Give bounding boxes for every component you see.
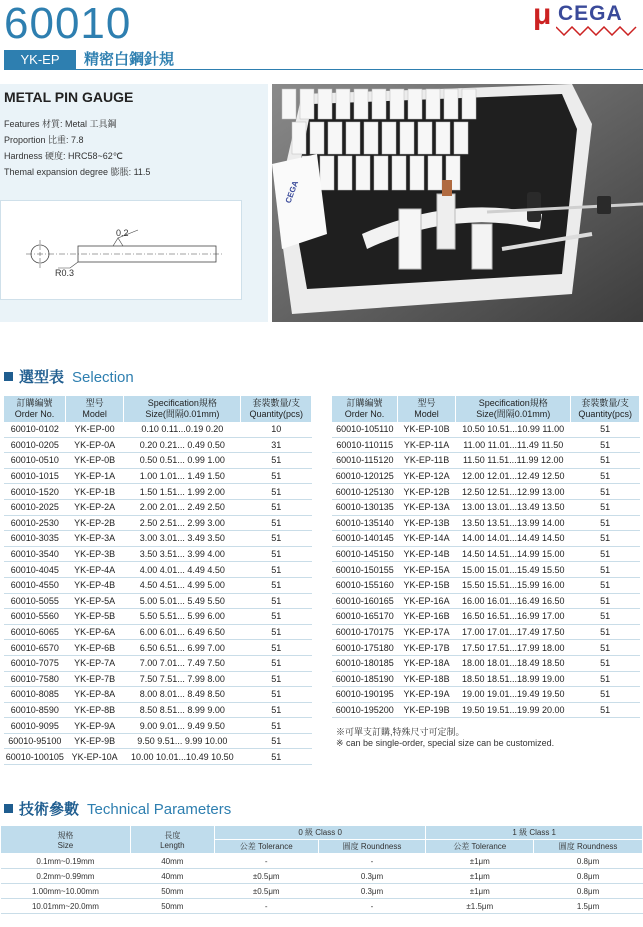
- table-cell: YK-EP-7B: [66, 671, 124, 687]
- table-cell: YK-EP-18A: [398, 655, 456, 671]
- table-cell: 51: [571, 422, 640, 437]
- table-cell: YK-EP-10B: [398, 422, 456, 437]
- table-cell: 1.00 1.01... 1.49 1.50: [124, 468, 241, 484]
- pin-drawing: [0, 200, 242, 300]
- table-cell: 60010-155160: [332, 577, 398, 593]
- table-cell: YK-EP-11B: [398, 453, 456, 469]
- table-row: [4, 609, 312, 625]
- table-cell: 51: [241, 655, 312, 671]
- table-cell: 0.8μm: [534, 854, 643, 869]
- table-cell: 51: [241, 749, 312, 765]
- table-cell: 51: [241, 499, 312, 515]
- table-row: [332, 531, 640, 547]
- table-cell: 60010-2530: [4, 515, 66, 531]
- table-cell: 60010-1015: [4, 468, 66, 484]
- table-cell: 51: [571, 437, 640, 453]
- table-cell: 51: [241, 531, 312, 547]
- table-cell: 51: [571, 515, 640, 531]
- technical-title-en: Technical Parameters: [87, 801, 232, 818]
- table-cell: 60010-135140: [332, 515, 398, 531]
- table-row: [332, 593, 640, 609]
- table-cell: 60010-0510: [4, 453, 66, 469]
- table-cell: 60010-120125: [332, 468, 398, 484]
- radius-label: R0.3: [55, 268, 75, 278]
- product-chinese-name: 精密白鋼針規: [84, 51, 175, 68]
- table-cell: 17.00 17.01...17.49 17.50: [456, 624, 571, 640]
- table-row: [4, 484, 312, 500]
- table-cell: 51: [571, 593, 640, 609]
- table-cell: 0.8μm: [534, 884, 643, 899]
- col-model: 型号 Model: [66, 396, 124, 422]
- table-cell: YK-EP-13B: [398, 515, 456, 531]
- table-cell: 51: [571, 702, 640, 718]
- table-cell: YK-EP-15B: [398, 577, 456, 593]
- table-cell: 51: [571, 609, 640, 625]
- photo-logo-label: CEGA: [283, 179, 301, 205]
- table-cell: YK-EP-2B: [66, 515, 124, 531]
- note-cn: ※可單支訂購,特殊尺寸可定制。: [336, 727, 465, 737]
- table-cell: ±1.5μm: [426, 899, 534, 914]
- table-cell: YK-EP-4B: [66, 577, 124, 593]
- table-cell: YK-EP-0A: [66, 437, 124, 453]
- table-cell: YK-EP-4A: [66, 562, 124, 578]
- table-cell: 51: [571, 499, 640, 515]
- table-cell: 0.50 0.51... 0.99 1.00: [124, 453, 241, 469]
- table-cell: 60010-9095: [4, 718, 66, 734]
- table-row: [332, 422, 640, 437]
- table-cell: 60010-8590: [4, 702, 66, 718]
- table-row: [332, 655, 640, 671]
- spec-proportion: Proportion 比重: 7.8: [4, 135, 84, 145]
- model-badge: YK-EP: [4, 50, 76, 70]
- table-cell: 51: [241, 562, 312, 578]
- table-cell: 10.01mm~20.0mm: [1, 899, 131, 914]
- table-row: [4, 562, 312, 578]
- table-row: [332, 453, 640, 469]
- table-cell: YK-EP-1B: [66, 484, 124, 500]
- table-cell: 60010-6570: [4, 640, 66, 656]
- logo-zigzag-icon: [556, 26, 642, 36]
- table-row: [4, 453, 312, 469]
- table-cell: 2.50 2.51... 2.99 3.00: [124, 515, 241, 531]
- table-cell: YK-EP-3B: [66, 546, 124, 562]
- table-row: [332, 624, 640, 640]
- table-row: [332, 499, 640, 515]
- table-cell: ±0.5μm: [214, 884, 318, 899]
- technical-title-cn: 技術參數: [19, 801, 80, 818]
- table-cell: 31: [241, 437, 312, 453]
- table-cell: ±1μm: [426, 869, 534, 884]
- table-cell: 14.00 14.01...14.49 14.50: [456, 531, 571, 547]
- selection-table-left: [4, 396, 312, 765]
- table-cell: 18.00 18.01...18.49 18.50: [456, 655, 571, 671]
- selection-table-right: [332, 396, 640, 718]
- table-cell: 51: [571, 453, 640, 469]
- table-cell: 51: [571, 687, 640, 703]
- table-cell: 3.00 3.01... 3.49 3.50: [124, 531, 241, 547]
- table-cell: 7.50 7.51... 7.99 8.00: [124, 671, 241, 687]
- table-row: [4, 593, 312, 609]
- col-quantity: 套裝數量/支 Quantity(pcs): [571, 396, 640, 422]
- table-cell: 51: [571, 562, 640, 578]
- spec-hardness: Hardness 硬度: HRC58~62℃: [4, 151, 123, 161]
- table-row: [4, 640, 312, 656]
- table-cell: 4.00 4.01... 4.49 4.50: [124, 562, 241, 578]
- table-cell: YK-EP-12A: [398, 468, 456, 484]
- table-cell: 60010-180185: [332, 655, 398, 671]
- col-class1-tolerance: 公差 Tolerance: [426, 840, 534, 854]
- table-cell: 40mm: [130, 869, 214, 884]
- table-row: [332, 577, 640, 593]
- table-cell: 60010-190195: [332, 687, 398, 703]
- table-cell: 0.10 0.11...0.19 0.20: [124, 422, 241, 437]
- table-cell: 60010-165170: [332, 609, 398, 625]
- col-order-no: 訂購編號 Order No.: [332, 396, 398, 422]
- table-cell: 15.50 15.51...15.99 16.00: [456, 577, 571, 593]
- table-cell: YK-EP-9B: [66, 733, 124, 749]
- table-cell: 8.00 8.01... 8.49 8.50: [124, 687, 241, 703]
- table-cell: 51: [241, 671, 312, 687]
- table-cell: YK-EP-5B: [66, 609, 124, 625]
- table-cell: 17.50 17.51...17.99 18.00: [456, 640, 571, 656]
- table-row: [4, 531, 312, 547]
- table-cell: YK-EP-14B: [398, 546, 456, 562]
- table-row: [4, 687, 312, 703]
- table-cell: YK-EP-17B: [398, 640, 456, 656]
- table-cell: 60010-160165: [332, 593, 398, 609]
- table-row: [4, 468, 312, 484]
- logo-text: CEGA: [558, 2, 623, 25]
- table-cell: 11.00 11.01...11.49 11.50: [456, 437, 571, 453]
- table-cell: 1.50 1.51... 1.99 2.00: [124, 484, 241, 500]
- table-cell: 8.50 8.51... 8.99 9.00: [124, 702, 241, 718]
- table-cell: 51: [241, 546, 312, 562]
- table-cell: 51: [571, 640, 640, 656]
- table-cell: 13.00 13.01...13.49 13.50: [456, 499, 571, 515]
- product-title: METAL PIN GAUGE: [4, 89, 134, 105]
- table-row: [332, 484, 640, 500]
- product-code: 60010: [4, 0, 132, 48]
- table-cell: 5.00 5.01... 5.49 5.50: [124, 593, 241, 609]
- table-cell: 6.50 6.51... 6.99 7.00: [124, 640, 241, 656]
- table-cell: 60010-95100: [4, 733, 66, 749]
- table-cell: YK-EP-12B: [398, 484, 456, 500]
- col-spec: Specification規格 Size(間隔0.01mm): [456, 396, 571, 422]
- table-cell: 5.50 5.51... 5.99 6.00: [124, 609, 241, 625]
- table-cell: 2.00 2.01... 2.49 2.50: [124, 499, 241, 515]
- table-cell: 51: [241, 609, 312, 625]
- table-cell: YK-EP-13A: [398, 499, 456, 515]
- table-cell: YK-EP-14A: [398, 531, 456, 547]
- table-cell: 18.50 18.51...18.99 19.00: [456, 671, 571, 687]
- table-cell: 10.00 10.01...10.49 10.50: [124, 749, 241, 765]
- table-cell: 11.50 11.51...11.99 12.00: [456, 453, 571, 469]
- table-cell: 0.3μm: [318, 869, 426, 884]
- table-cell: YK-EP-1A: [66, 468, 124, 484]
- table-cell: YK-EP-8B: [66, 702, 124, 718]
- table-cell: 60010-8085: [4, 687, 66, 703]
- col-class0-roundness: 圓度 Roundness: [318, 840, 426, 854]
- col-length: 長度 Length: [130, 826, 214, 854]
- table-cell: 51: [571, 655, 640, 671]
- technical-table: [0, 825, 643, 914]
- table-cell: 12.00 12.01...12.49 12.50: [456, 468, 571, 484]
- table-cell: 60010-105110: [332, 422, 398, 437]
- table-row: [4, 733, 312, 749]
- table-row: [4, 422, 312, 437]
- note-en: ※ can be single-order, special size can be customized.: [336, 738, 555, 748]
- table-row: [332, 468, 640, 484]
- table-cell: YK-EP-10A: [66, 749, 124, 765]
- table-cell: 4.50 4.51... 4.99 5.00: [124, 577, 241, 593]
- table-row: [4, 749, 312, 765]
- table-row: [1, 884, 643, 899]
- table-row: [4, 577, 312, 593]
- table-cell: YK-EP-16A: [398, 593, 456, 609]
- table-row: [4, 671, 312, 687]
- col-quantity: 套裝數量/支 Quantity(pcs): [241, 396, 312, 422]
- table-cell: 9.50 9.51... 9.99 10.00: [124, 733, 241, 749]
- table-cell: 51: [241, 453, 312, 469]
- table-cell: YK-EP-8A: [66, 687, 124, 703]
- table-cell: 60010-140145: [332, 531, 398, 547]
- table-row: [332, 562, 640, 578]
- roughness-label: 0.2: [116, 228, 129, 238]
- table-cell: YK-EP-19A: [398, 687, 456, 703]
- table-cell: ±0.5μm: [214, 869, 318, 884]
- table-cell: 51: [241, 702, 312, 718]
- col-class0-tolerance: 公差 Tolerance: [214, 840, 318, 854]
- table-cell: 50mm: [130, 884, 214, 899]
- table-cell: 51: [241, 624, 312, 640]
- table-row: [332, 671, 640, 687]
- col-model: 型号 Model: [398, 396, 456, 422]
- table-cell: 51: [241, 593, 312, 609]
- table-cell: 60010-125130: [332, 484, 398, 500]
- table-cell: 40mm: [130, 854, 214, 869]
- table-row: [4, 702, 312, 718]
- table-cell: 51: [241, 733, 312, 749]
- table-cell: 60010-130135: [332, 499, 398, 515]
- table-cell: 16.00 16.01...16.49 16.50: [456, 593, 571, 609]
- table-cell: 51: [571, 624, 640, 640]
- col-class1: 1 級 Class 1: [426, 826, 643, 840]
- table-cell: 60010-145150: [332, 546, 398, 562]
- selection-title-cn: 選型表: [19, 369, 65, 386]
- table-cell: -: [214, 854, 318, 869]
- table-cell: YK-EP-7A: [66, 655, 124, 671]
- table-cell: 60010-2025: [4, 499, 66, 515]
- table-row: [1, 854, 643, 869]
- table-cell: 60010-115120: [332, 453, 398, 469]
- table-cell: 0.2mm~0.99mm: [1, 869, 131, 884]
- table-row: [332, 437, 640, 453]
- table-row: [332, 609, 640, 625]
- table-row: [1, 899, 643, 914]
- table-cell: 60010-3035: [4, 531, 66, 547]
- table-cell: YK-EP-3A: [66, 531, 124, 547]
- col-class1-roundness: 圓度 Roundness: [534, 840, 643, 854]
- table-row: [4, 437, 312, 453]
- table-cell: 7.00 7.01... 7.49 7.50: [124, 655, 241, 671]
- table-cell: 60010-185190: [332, 671, 398, 687]
- table-cell: 0.1mm~0.19mm: [1, 854, 131, 869]
- table-cell: 15.00 15.01...15.49 15.50: [456, 562, 571, 578]
- table-cell: 60010-0205: [4, 437, 66, 453]
- table-cell: 60010-5055: [4, 593, 66, 609]
- col-order-no: 訂購編號 Order No.: [4, 396, 66, 422]
- table-cell: 60010-4550: [4, 577, 66, 593]
- table-cell: -: [214, 899, 318, 914]
- spec-expansion: Themal expansion degree 膨脹: 11.5: [4, 167, 151, 177]
- col-spec: Specification規格 Size(間隔0.01mm): [124, 396, 241, 422]
- table-cell: YK-EP-11A: [398, 437, 456, 453]
- header-rule: [76, 69, 643, 70]
- table-cell: YK-EP-19B: [398, 702, 456, 718]
- table-cell: YK-EP-6B: [66, 640, 124, 656]
- table-cell: ±1μm: [426, 854, 534, 869]
- table-row: [1, 869, 643, 884]
- table-cell: 3.50 3.51... 3.99 4.00: [124, 546, 241, 562]
- table-row: [4, 515, 312, 531]
- table-cell: 1.5μm: [534, 899, 643, 914]
- table-cell: 19.00 19.01...19.49 19.50: [456, 687, 571, 703]
- spec-material: Features 材質: Metal 工具鋼: [4, 119, 117, 129]
- table-cell: 60010-170175: [332, 624, 398, 640]
- table-cell: 9.00 9.01... 9.49 9.50: [124, 718, 241, 734]
- table-row: [332, 640, 640, 656]
- table-cell: 51: [571, 577, 640, 593]
- col-size: 規格 Size: [1, 826, 131, 854]
- table-cell: 51: [571, 546, 640, 562]
- table-cell: YK-EP-17A: [398, 624, 456, 640]
- table-row: [4, 546, 312, 562]
- table-cell: YK-EP-0B: [66, 453, 124, 469]
- selection-title-en: Selection: [72, 369, 134, 386]
- table-cell: 60010-4045: [4, 562, 66, 578]
- table-cell: 1.00mm~10.00mm: [1, 884, 131, 899]
- table-cell: 51: [571, 671, 640, 687]
- table-row: [332, 687, 640, 703]
- logo-mark: μ: [533, 0, 552, 31]
- table-cell: 60010-0102: [4, 422, 66, 437]
- col-class0: 0 級 Class 0: [214, 826, 426, 840]
- table-row: [4, 655, 312, 671]
- table-cell: 19.50 19.51...19.99 20.00: [456, 702, 571, 718]
- selection-title: [4, 366, 134, 387]
- table-cell: 0.20 0.21... 0.49 0.50: [124, 437, 241, 453]
- table-cell: YK-EP-18B: [398, 671, 456, 687]
- table-cell: 6.00 6.01... 6.49 6.50: [124, 624, 241, 640]
- product-photo: [272, 84, 643, 322]
- table-cell: YK-EP-00: [66, 422, 124, 437]
- table-cell: 60010-195200: [332, 702, 398, 718]
- table-cell: 13.50 13.51...13.99 14.00: [456, 515, 571, 531]
- table-cell: 60010-100105: [4, 749, 66, 765]
- table-cell: 60010-175180: [332, 640, 398, 656]
- table-cell: 0.8μm: [534, 869, 643, 884]
- table-cell: 51: [571, 484, 640, 500]
- table-cell: 51: [241, 484, 312, 500]
- table-cell: YK-EP-2A: [66, 499, 124, 515]
- table-cell: YK-EP-15A: [398, 562, 456, 578]
- table-cell: 51: [571, 468, 640, 484]
- table-cell: 60010-6065: [4, 624, 66, 640]
- table-cell: YK-EP-9A: [66, 718, 124, 734]
- table-cell: 60010-7075: [4, 655, 66, 671]
- table-cell: 10.50 10.51...10.99 11.00: [456, 422, 571, 437]
- table-cell: -: [318, 854, 426, 869]
- table-cell: YK-EP-6A: [66, 624, 124, 640]
- table-row: [4, 624, 312, 640]
- table-cell: 50mm: [130, 899, 214, 914]
- table-cell: 10: [241, 422, 312, 437]
- table-cell: 60010-150155: [332, 562, 398, 578]
- table-cell: ±1μm: [426, 884, 534, 899]
- table-cell: 12.50 12.51...12.99 13.00: [456, 484, 571, 500]
- technical-title: [4, 798, 231, 819]
- table-cell: 51: [571, 531, 640, 547]
- table-cell: 14.50 14.51...14.99 15.00: [456, 546, 571, 562]
- table-cell: 51: [241, 515, 312, 531]
- table-cell: 51: [241, 687, 312, 703]
- table-cell: 51: [241, 718, 312, 734]
- table-row: [4, 718, 312, 734]
- table-cell: 60010-3540: [4, 546, 66, 562]
- table-cell: 51: [241, 577, 312, 593]
- table-row: [332, 546, 640, 562]
- table-row: [4, 499, 312, 515]
- table-cell: 60010-1520: [4, 484, 66, 500]
- table-cell: 60010-5560: [4, 609, 66, 625]
- table-cell: 51: [241, 640, 312, 656]
- table-cell: YK-EP-5A: [66, 593, 124, 609]
- table-cell: 16.50 16.51...16.99 17.00: [456, 609, 571, 625]
- table-cell: 60010-110115: [332, 437, 398, 453]
- table-cell: 60010-7580: [4, 671, 66, 687]
- table-row: [332, 515, 640, 531]
- table-cell: 0.3μm: [318, 884, 426, 899]
- table-cell: YK-EP-16B: [398, 609, 456, 625]
- table-cell: 51: [241, 468, 312, 484]
- table-cell: -: [318, 899, 426, 914]
- table-row: [332, 702, 640, 718]
